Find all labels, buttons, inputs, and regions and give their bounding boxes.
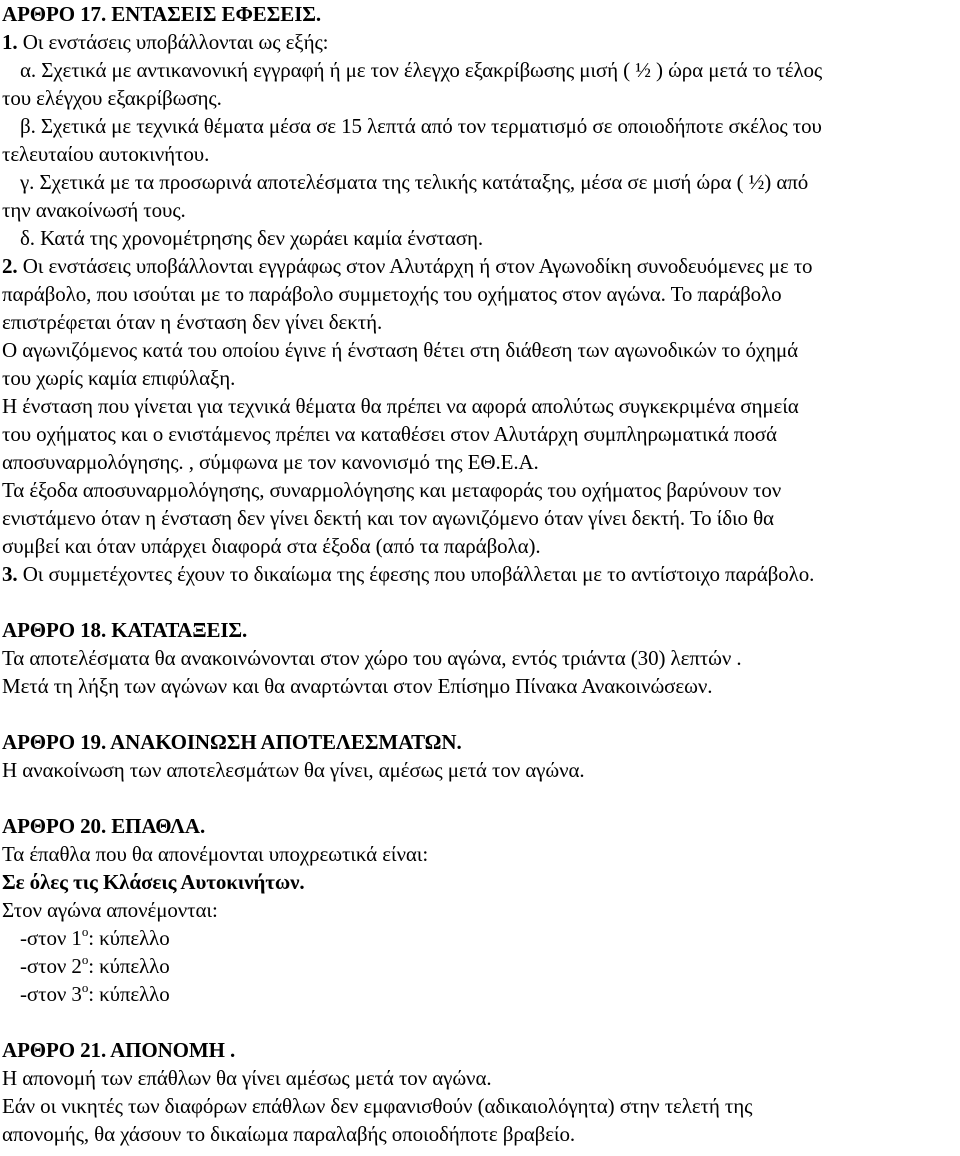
item-number: 2. — [2, 254, 18, 278]
article-17-para-c-line2: του οχήματος και ο ενιστάμενος πρέπει να καταθέσει στον Αλυτάρχη συμπληρωματικά ποσά — [2, 422, 777, 446]
article-18-line1: Τα αποτελέσματα θα ανακοινώνονται στον χώρο του αγώνα, εντός τριάντα (30) λεπτών . — [2, 646, 742, 670]
article-20 — [2, 812, 960, 1008]
article-17-item-1c-line2: την ανακοίνωσή τους. — [2, 198, 186, 222]
article-19-line1: Η ανακοίνωση των αποτελεσμάτων θα γίνει, αμέσως μετά τον αγώνα. — [2, 758, 585, 782]
article-21 — [2, 1036, 960, 1148]
article-17-item-2-line1 — [2, 252, 960, 280]
article-17-para-b-line2: του χωρίς καμία επιφύλαξη. — [2, 366, 236, 390]
spacer — [2, 588, 960, 616]
article-18-line2: Μετά τη λήξη των αγώνων και θα αναρτώνται στον Επίσημο Πίνακα Ανακοινώσεων. — [2, 674, 713, 698]
article-20-heading: ΑΡΘΡΟ 20. ΕΠΑΘΛΑ. — [2, 814, 206, 838]
article-21-heading: ΑΡΘΡΟ 21. ΑΠΟΝΟΜΗ . — [2, 1038, 236, 1062]
article-17-item-1a-line1: α. Σχετικά με αντικανονική εγγραφή ή με τον έλεγχο εξακρίβωσης μισή ( ½ ) ώρα μετά το τέλος — [20, 58, 823, 82]
article-19-heading: ΑΡΘΡΟ 19. ΑΝΑΚΟΙΝΩΣΗ ΑΠΟΤΕΛΕΣΜΑΤΩΝ. — [2, 730, 462, 754]
article-17-item-1c-line1: γ. Σχετικά με τα προσωρινά αποτελέσματα της τελικής κατάταξης, μέσα σε μισή ώρα ( ½) από — [20, 170, 809, 194]
item-number: 1. — [2, 30, 18, 54]
article-21-line2: Εάν οι νικητές των διαφόρων επάθλων δεν εμφανισθούν (αδικαιολόγητα) στην τελετή της — [2, 1094, 753, 1118]
article-17-item-2-line2: παράβολο, που ισούται με το παράβολο συμμετοχής του οχήματος στον αγώνα. Το παράβολο — [2, 282, 782, 306]
article-17-item-1b-line1: β. Σχετικά με τεχνικά θέματα μέσα σε 15 λεπτά από τον τερματισμό σε οποιοδήποτε σκέλος του — [20, 114, 822, 138]
spacer — [2, 1008, 960, 1036]
article-17-para-d-line2: ενιστάμενο όταν η ένσταση δεν γίνει δεκτή και τον αγωνιζόμενο όταν γίνει δεκτή. Το ίδιο θα — [2, 506, 774, 530]
item-text: Οι ενστάσεις υποβάλλονται ως εξής: — [17, 30, 329, 54]
article-19 — [2, 728, 960, 784]
prize-item-1: -στον $1^o$: κύπελλο — [20, 924, 170, 950]
article-17-item-1a-line2: του ελέγχου εξακρίβωσης. — [2, 86, 222, 110]
prize-item-3: -στον $3^o$: κύπελλο — [20, 980, 170, 1006]
article-17-item-2-line3: επιστρέφεται όταν η ένσταση δεν γίνει δεκτή. — [2, 310, 383, 334]
article-17-para-c-line3: αποσυναρμολόγησης. , σύμφωνα με τον κανονισμό της ΕΘ.Ε.Α. — [2, 450, 539, 474]
article-17-para-c-line1: Η ένσταση που γίνεται για τεχνικά θέματα θα πρέπει να αφορά απολύτως συγκεκριμένα σημεία — [2, 394, 799, 418]
article-17-item-1 — [2, 28, 960, 56]
prize-item-2: -στον $2^o$: κύπελλο — [20, 952, 170, 978]
article-18 — [2, 616, 960, 700]
article-18-heading: ΑΡΘΡΟ 18. ΚΑΤΑΤΑΞΕΙΣ. — [2, 618, 248, 642]
article-20-classes: Σε όλες τις Κλάσεις Αυτοκινήτων. — [2, 870, 305, 894]
item-text: Οι συμμετέχοντες έχουν το δικαίωμα της έφεσης που υποβάλλεται με το αντίστοιχο παράβολο. — [17, 562, 815, 586]
article-17-item-1d: δ. Κατά της χρονομέτρησης δεν χωράει καμία ένσταση. — [20, 226, 484, 250]
article-17-item-1b-line2: τελευταίου αυτοκινήτου. — [2, 142, 210, 166]
article-17-para-d-line1: Τα έξοδα αποσυναρμολόγησης, συναρμολόγησης και μεταφοράς του οχήματος βαρύνουν τον — [2, 478, 782, 502]
article-17-para-b-line1: Ο αγωνιζόμενος κατά του οποίου έγινε ή ένσταση θέτει στη διάθεση των αγωνοδικών το όχημά — [2, 338, 799, 362]
spacer — [2, 700, 960, 728]
article-21-line3: απονομής, θα χάσουν το δικαίωμα παραλαβής οποιοδήποτε βραβείο. — [2, 1122, 576, 1146]
article-20-line3: Στον αγώνα απονέμονται: — [2, 898, 218, 922]
article-21-line1: Η απονομή των επάθλων θα γίνει αμέσως μετά τον αγώνα. — [2, 1066, 492, 1090]
spacer — [2, 784, 960, 812]
article-17-heading: ΑΡΘΡΟ 17. ΕΝΤΑΣΕΙΣ ΕΦΕΣΕΙΣ. — [2, 2, 322, 26]
article-17 — [2, 0, 960, 588]
article-20-line1: Τα έπαθλα που θα απονέμονται υποχρεωτικά είναι: — [2, 842, 429, 866]
item-number: 3. — [2, 562, 18, 586]
article-17-item-3 — [2, 560, 960, 588]
article-17-para-d-line3: συμβεί και όταν υπάρχει διαφορά στα έξοδα (από τα παράβολα). — [2, 534, 541, 558]
item-text: Οι ενστάσεις υποβάλλονται εγγράφως στον Αλυτάρχη ή στον Αγωνοδίκη συνοδευόμενες με το — [17, 254, 813, 278]
